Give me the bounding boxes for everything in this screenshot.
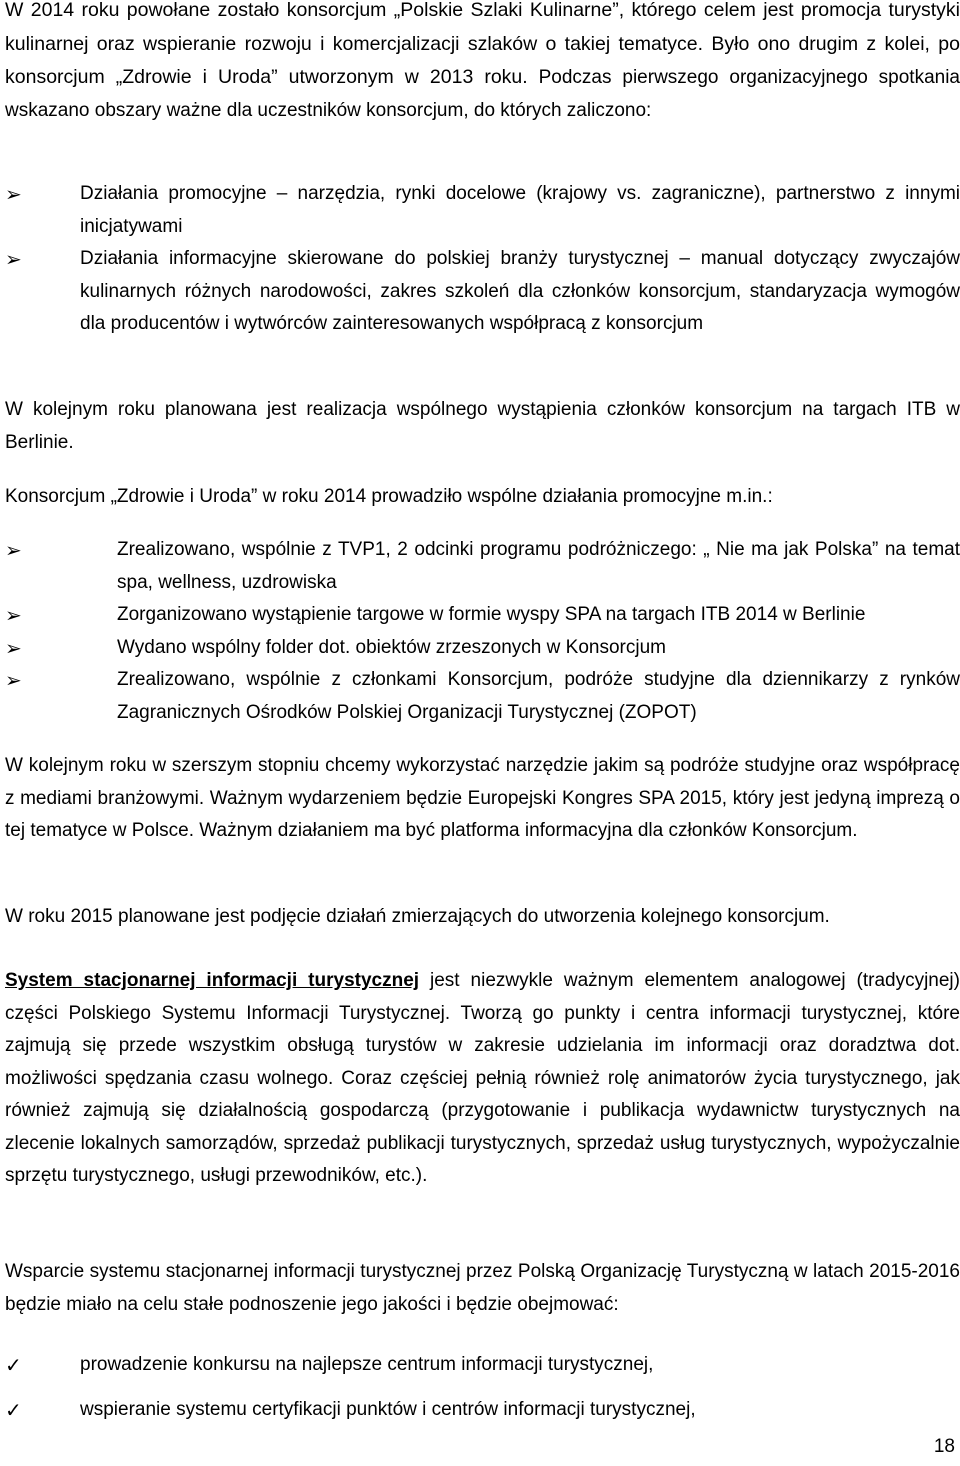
list-item xyxy=(5,1394,960,1427)
list-item-text: Zrealizowano, wspólnie z TVP1, 2 odcinki programu podróżniczego: „ Nie ma jak Polska” na temat spa, wellness, uzdrowiska xyxy=(117,539,960,593)
list-item xyxy=(5,178,960,244)
paragraph-konsorcjum-intro xyxy=(5,0,960,127)
paragraph-zdrowie-uroda: Konsorcjum „Zdrowie i Uroda” w roku 2014 prowadziło wspólne działania promocyjne m.in.: xyxy=(5,486,773,507)
list-item-text: Zrealizowano, wspólnie z członkami Konsorcjum, podróże studyjne dla dziennikarzy z rynków Zagranicznych Ośrodków Polskiej Organizacji Turystycznej (ZOPOT) xyxy=(117,669,960,723)
list-item xyxy=(5,632,960,665)
checkmark-icon: ✓ xyxy=(5,1398,22,1422)
arrowhead-bullet-icon: ➢ xyxy=(5,603,22,627)
list-item-text: Działania promocyjne – narzędzia, rynki docelowe (krajowy vs. zagraniczne), partnerstwo z innymi inicjatywami xyxy=(80,183,960,237)
paragraph-plans-2015: W kolejnym roku w szerszym stopniu chcemy wykorzystać narzędzie jakim są podróże studyjne oraz współpracę z mediami branżowymi. Ważnym wydarzeniem będzie Europejski Kongres SPA 2015, który jest jedyną imprezą o tej tematyce w Polsce. Ważnym działaniem ma być platforma informacyjna dla członków Konsorcjum. xyxy=(5,755,960,841)
intro-text-calibri: Podczas pierwszego organizacyjnego spotkania wskazano obszary ważne dla uczestników konsorcjum, do których zaliczono: xyxy=(5,67,960,121)
paragraph-information-system xyxy=(5,965,960,1193)
list-item-text: Wydano wspólny folder dot. obiektów zrzeszonych w Konsorcjum xyxy=(117,637,666,658)
arrowhead-bullet-icon: ➢ xyxy=(5,182,22,206)
list-item xyxy=(5,534,960,600)
arrowhead-bullet-icon: ➢ xyxy=(5,538,22,562)
checkmark-icon: ✓ xyxy=(5,1353,22,1377)
list-item xyxy=(5,243,960,373)
list-item-text: prowadzenie konkursu na najlepsze centrum informacji turystycznej, xyxy=(80,1354,654,1375)
list-item xyxy=(5,664,960,730)
paragraph-itb-plan: W kolejnym roku planowana jest realizacja wspólnego wystąpienia członków konsorcjum na targach ITB w Berlinie. xyxy=(5,399,960,453)
arrowhead-bullet-icon: ➢ xyxy=(5,636,22,660)
list-item-text: Działania informacyjne skierowane do polskiej branży turystycznej – manual dotyczący zwyczajów kulinarnych różnych narodowości, zakres szkoleń dla członków konsorcjum, standaryzacja wymogów dla producentów i wytwórców zainteresowanych współpracą z konsorcjum xyxy=(80,248,960,334)
page-number: 18 xyxy=(933,1436,955,1457)
list-item-text: wspieranie systemu certyfikacji punktów i centrów informacji turystycznej, xyxy=(80,1399,696,1420)
paragraph-new-consortium: W roku 2015 planowane jest podjęcie działań zmierzających do utworzenia kolejnego konsorcjum. xyxy=(5,906,830,927)
list-item-text: Zorganizowano wystąpienie targowe w formie wyspy SPA na targach ITB 2014 w Berlinie xyxy=(117,604,866,625)
arrowhead-bullet-icon: ➢ xyxy=(5,247,22,271)
bold-underlined-term: System stacjonarnej informacji turystycznej xyxy=(5,970,420,991)
paragraph-pot-support: Wsparcie systemu stacjonarnej informacji turystycznej przez Polską Organizację Turystyczną w latach 2015-2016 będzie miało na celu stałe podnoszenie jego jakości i będzie obejmować: xyxy=(5,1261,960,1315)
arrowhead-bullet-icon: ➢ xyxy=(5,668,22,692)
paragraph-body: jest niezwykle ważnym elementem analogowej (tradycyjnej) części Polskiego Systemu Informacji Turystycznej. Tworzą go punkty i centra informacji turystycznej, które zajmują się przede wszystkim obsługą turystów w zakresie udzielania im informacji oraz doradztwa dot. możliwości spędzania czasu wolnego. Coraz częściej pełnią również rolę animatorów życia turystycznego, jak również zajmują się działalnością gospodarczą (przygotowanie i publikacja wydawnictw turystycznych na zlecenie lokalnych samorządów, sprzedaż publikacji turystycznych, sprzedaż usług turystycznych, wypożyczalnie sprzętu turystycznego, usługi przewodników, etc.). xyxy=(5,970,960,1186)
list-item xyxy=(5,1349,960,1382)
list-item xyxy=(5,599,960,632)
intro-text-arial: W 2014 roku powołane zostało konsorcjum „Polskie Szlaki Kulinarne”, którego celem jest promocja turystyki kulinarnej oraz wspieranie rozwoju i komercjalizacji szlaków o takiej tematyce. Było ono drugim z kolei, po konsorcjum „Zdrowie i Uroda” utworzonym w 2013 roku. xyxy=(5,0,960,88)
